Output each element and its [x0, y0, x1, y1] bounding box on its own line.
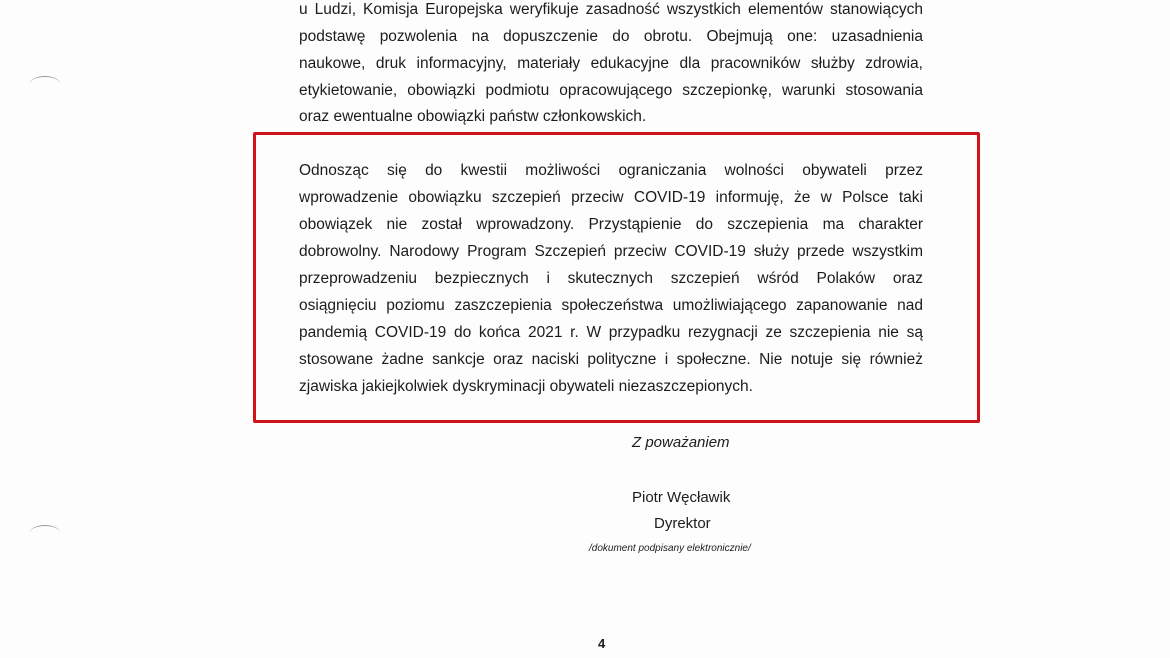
text-line: pandemią COVID-19 do końca 2021 r. W przypadku rezygnacji ze szczepienia nie są — [299, 324, 923, 341]
text-line: podstawę pozwolenia na dopuszczenie do obrotu. Obejmują one: uzasadnienia — [299, 28, 923, 45]
signer-role: Dyrektor — [654, 515, 711, 532]
punch-hole-mark — [30, 76, 60, 91]
signer-name: Piotr Węcławik — [632, 489, 731, 506]
text-line: u Ludzi, Komisja Europejska weryfikuje zasadność wszystkich elementów stanowiących — [299, 1, 923, 18]
punch-hole-mark — [30, 525, 60, 540]
signoff: Z poważaniem — [632, 434, 730, 451]
page-number: 4 — [598, 636, 606, 651]
text-line: naukowe, druk informacyjny, materiały edukacyjne dla pracowników służby zdrowia, — [299, 55, 923, 72]
text-line: oraz ewentualne obowiązki państw członkowskich. — [299, 108, 647, 125]
text-line: wprowadzenie obowiązku szczepień przeciw COVID-19 informuję, że w Polsce taki — [299, 189, 923, 206]
text-line: dobrowolny. Narodowy Program Szczepień przeciw COVID-19 służy przede wszystkim — [299, 243, 923, 260]
text-line: etykietowanie, obowiązki podmiotu opracowującego szczepionkę, warunki stosowania — [299, 82, 923, 99]
electronic-signature-note: /dokument podpisany elektronicznie/ — [589, 543, 751, 554]
text-line: obowiązek nie został wprowadzony. Przystąpienie do szczepienia ma charakter — [299, 216, 923, 233]
text-line: stosowane żadne sankcje oraz naciski polityczne i społeczne. Nie notuje się również — [299, 351, 923, 368]
text-line: osiągnięciu poziomu zaszczepienia społeczeństwa umożliwiającego zapanowanie nad — [299, 297, 923, 314]
text-line: Odnosząc się do kwestii możliwości ograniczania wolności obywateli przez — [299, 162, 923, 179]
text-line: zjawiska jakiejkolwiek dyskryminacji obywateli niezaszczepionych. — [299, 378, 753, 395]
text-line: przeprowadzeniu bezpiecznych i skutecznych szczepień wśród Polaków oraz — [299, 270, 923, 287]
